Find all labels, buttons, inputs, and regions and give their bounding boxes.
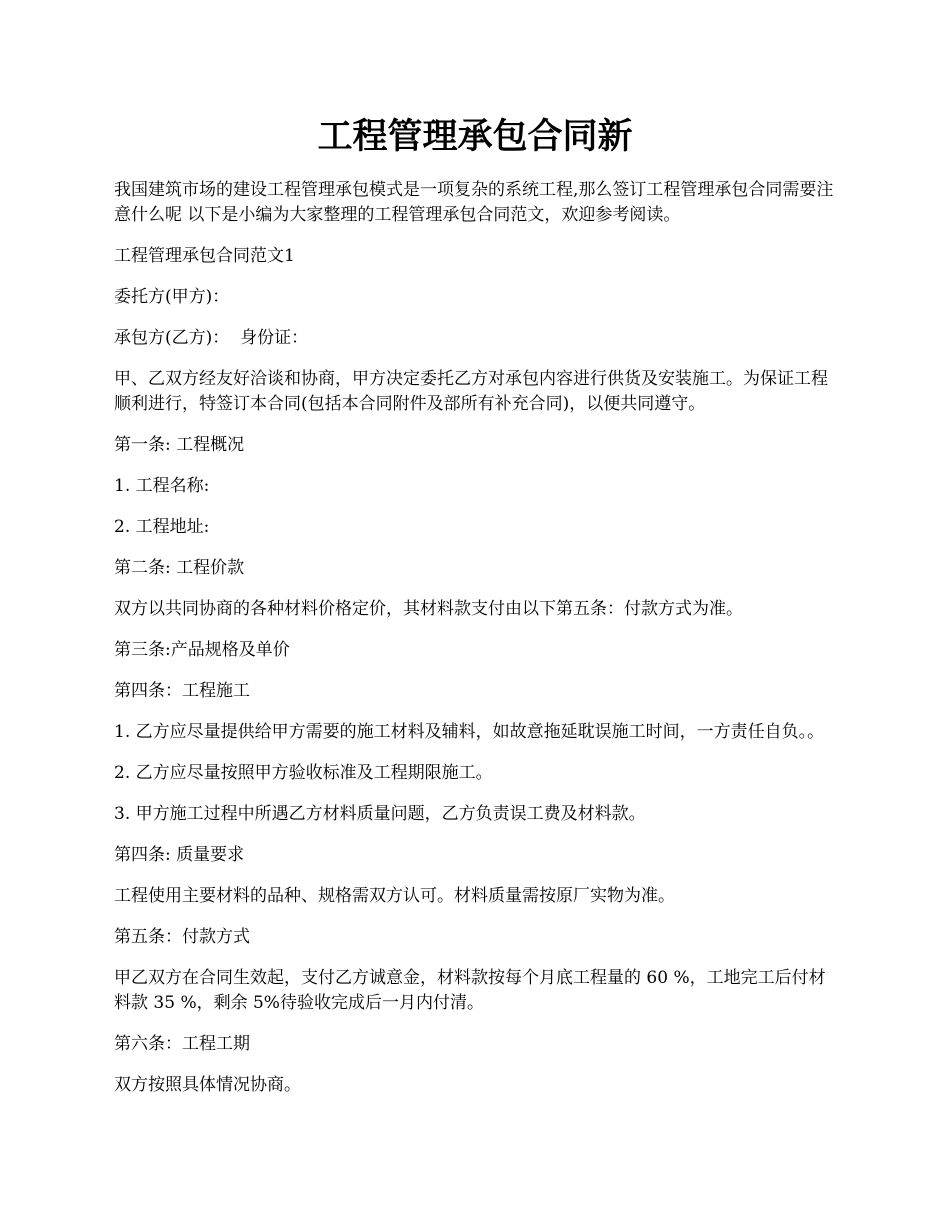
document-title: 工程管理承包合同新 (317, 116, 633, 157)
article-4-heading: 第四条：工程施工 (114, 681, 250, 701)
party-a-line: 委托方(甲方)： (114, 287, 230, 307)
article-5-heading: 第五条：付款方式 (114, 927, 250, 947)
party-b-line: 承包方(乙方)： 身份证： (114, 328, 309, 348)
payment-paragraph: 甲乙双方在合同生效起，支付乙方诚意金，材料款按每个月底工程量的 60 %，工地完工后付材料款 35 %，剩余 5%待验收完成后一月内付清。 (114, 968, 826, 1013)
article-1-heading: 第一条: 工程概况 (114, 435, 245, 455)
quality-paragraph: 工程使用主要材料的品种、规格需双方认可。材料质量需按原厂实物为准。 (114, 886, 675, 906)
construction-item-1: 1. 乙方应尽量提供给甲方需要的施工材料及辅料，如故意拖延耽误施工时间，一方责任自负。。 (114, 722, 825, 742)
document-body (114, 178, 842, 1114)
quality-heading: 第四条: 质量要求 (114, 845, 245, 865)
project-address-line: 2. 工程地址: (114, 517, 210, 537)
construction-item-3: 3. 甲方施工过程中所遇乙方材料质量问题，乙方负责误工费及材料款。 (114, 804, 646, 824)
sample-heading: 工程管理承包合同范文1 (114, 246, 295, 266)
schedule-paragraph: 双方按照具体情况协商。 (114, 1075, 301, 1095)
article-2-heading: 第二条: 工程价款 (114, 558, 245, 578)
project-name-line: 1. 工程名称: (114, 476, 210, 496)
construction-item-2: 2. 乙方应尽量按照甲方验收标准及工程期限施工。 (114, 763, 493, 783)
intro-paragraph: 我国建筑市场的建设工程管理承包模式是一项复杂的系统工程,那么签订工程管理承包合同需要注意什么呢 以下是小编为大家整理的工程管理承包合同范文，欢迎参考阅读。 (114, 180, 834, 225)
preamble-paragraph: 甲、乙双方经友好洽谈和协商，甲方决定委托乙方对承包内容进行供货及安装施工。为保证工程顺利进行，特签订本合同(包括本合同附件及部所有补充合同)，以便共同遵守。 (114, 369, 828, 414)
price-paragraph: 双方以共同协商的各种材料价格定价，其材料款支付由以下第五条：付款方式为准。 (114, 599, 743, 619)
article-3-heading: 第三条:产品规格及单价 (114, 640, 290, 660)
article-6-heading: 第六条：工程工期 (114, 1034, 250, 1054)
